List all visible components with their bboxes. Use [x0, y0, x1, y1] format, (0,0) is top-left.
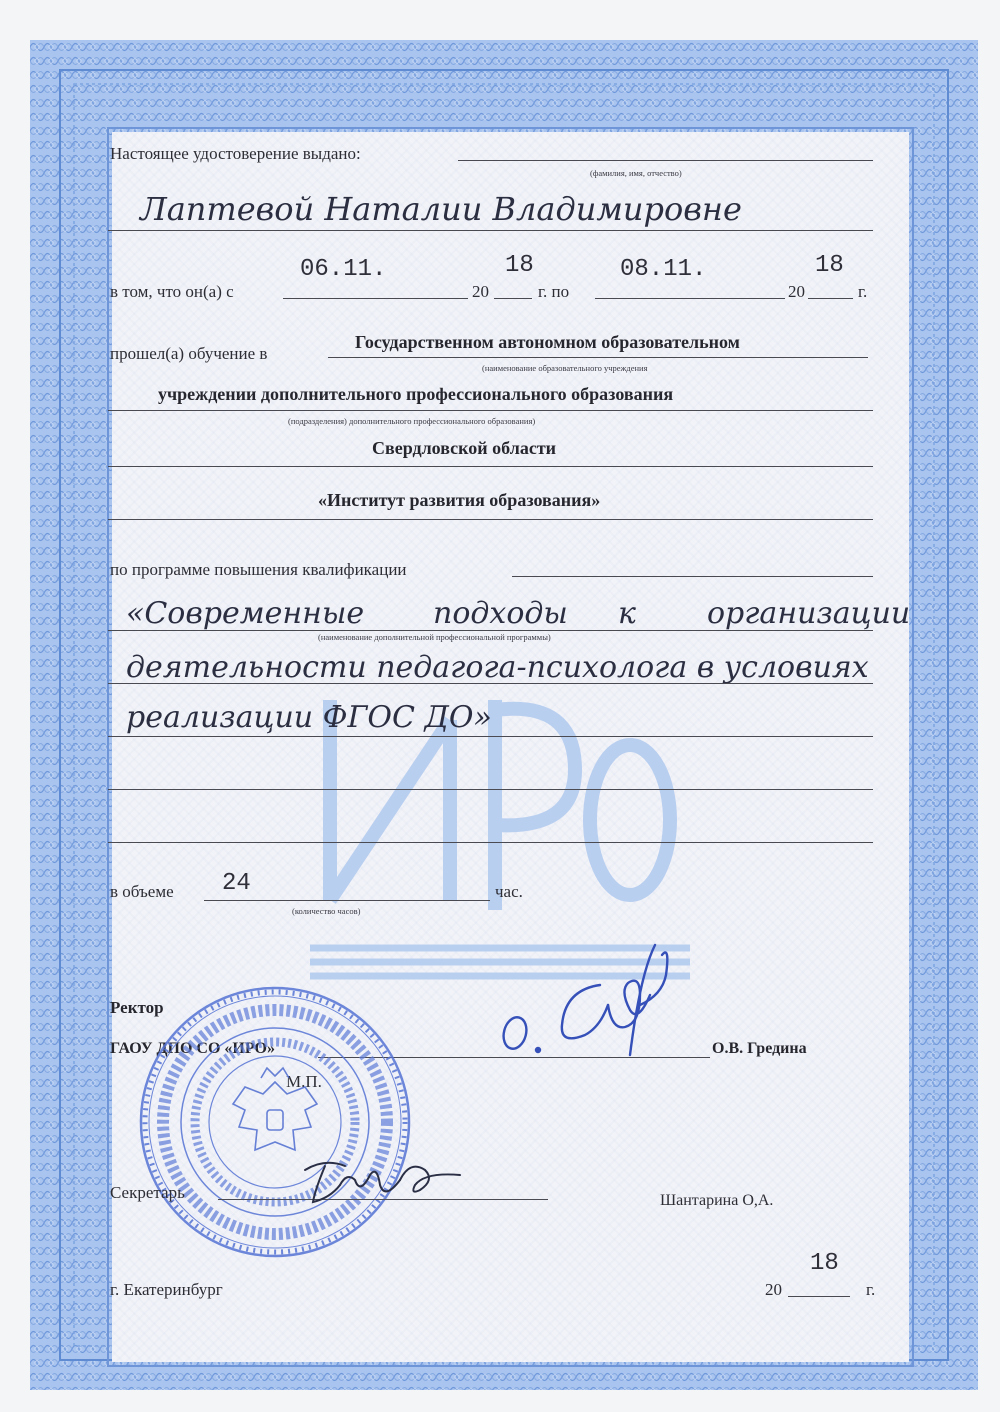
stamp-place-label: М.П. [286, 1072, 322, 1091]
volume-hours: 24 [222, 870, 251, 897]
institution-line-1: Государственном автономном образовательном [355, 332, 740, 352]
recipient-name: Лаптевой Наталии Владимировне [140, 190, 742, 228]
program-underline-4 [108, 789, 873, 790]
rector-name: О.В. Гредина [712, 1040, 807, 1057]
program-line-2: деятельности педагога-психолога в условиях [126, 650, 869, 685]
institution-underline-3 [108, 466, 873, 467]
issued-caption: (фамилия, имя, отчество) [590, 168, 682, 178]
official-seal [135, 982, 415, 1262]
footer-year-underline [788, 1296, 850, 1297]
end-date: 08.11. [620, 256, 707, 283]
program-underline-2 [108, 683, 873, 684]
start-date: 06.11. [300, 256, 387, 283]
end-year-underline [808, 298, 853, 299]
institution-line-4: «Институт развития образования» [318, 490, 601, 510]
program-underline-3 [108, 736, 873, 737]
program-underline-5 [108, 842, 873, 843]
start-year: 18 [505, 252, 534, 279]
secretary-signature [285, 1150, 475, 1215]
issued-underline [458, 160, 873, 161]
program-line-1-word-1: «Современные [126, 596, 365, 631]
rector-org: ГАОУ ДПО СО «ИРО» [110, 1040, 275, 1057]
volume-underline [204, 900, 490, 901]
institution-underline-4 [108, 519, 873, 520]
start-year-prefix: 20 [472, 282, 489, 301]
footer-city: г. Екатеринбург [110, 1280, 223, 1299]
rector-signature [490, 935, 680, 1065]
training-label: прошел(а) обучение в [110, 344, 268, 363]
institution-caption-1: (наименование образовательного учреждения [482, 363, 648, 373]
program-label-underline [512, 576, 873, 577]
footer-year: 18 [810, 1250, 839, 1277]
start-year-underline [494, 298, 532, 299]
footer-year-prefix: 20 [765, 1280, 782, 1299]
program-line-1-word-2: подходы [433, 596, 568, 631]
rector-title: Ректор [110, 998, 164, 1017]
program-label: по программе повышения квалификации [110, 560, 407, 579]
institution-caption-2: (подразделения) дополнительного профессионального образования) [288, 416, 536, 426]
secretary-name: Шантарина О,А. [660, 1192, 774, 1209]
program-underline-1 [108, 630, 873, 631]
end-date-underline [595, 298, 785, 299]
period-prefix: в том, что он(а) с [110, 282, 234, 301]
program-line-3: реализации ФГОС ДО» [126, 700, 492, 735]
institution-underline-2 [108, 410, 873, 411]
recipient-underline [108, 230, 873, 231]
year-suffix-end: г. [858, 282, 868, 301]
secretary-title: Секретарь [110, 1183, 185, 1202]
start-date-underline [283, 298, 468, 299]
year-suffix-start: г. по [538, 282, 570, 301]
program-caption: (наименование дополнительной профессиональной программы) [318, 632, 551, 642]
institution-underline-1 [328, 357, 868, 358]
end-year: 18 [815, 252, 844, 279]
volume-label: в объеме [110, 882, 174, 901]
institution-line-2: учреждении дополнительного профессионального образования [158, 384, 674, 404]
volume-caption: (количество часов) [292, 906, 361, 916]
program-line-1-word-3: к [618, 596, 636, 631]
issued-label: Настоящее удостоверение выдано: [110, 144, 361, 163]
end-year-prefix: 20 [788, 282, 805, 301]
footer-year-suffix: г. [866, 1280, 876, 1299]
institution-line-3: Свердловской области [372, 438, 557, 458]
program-line-1-word-4: организации [707, 596, 911, 631]
volume-unit: час. [495, 882, 523, 901]
